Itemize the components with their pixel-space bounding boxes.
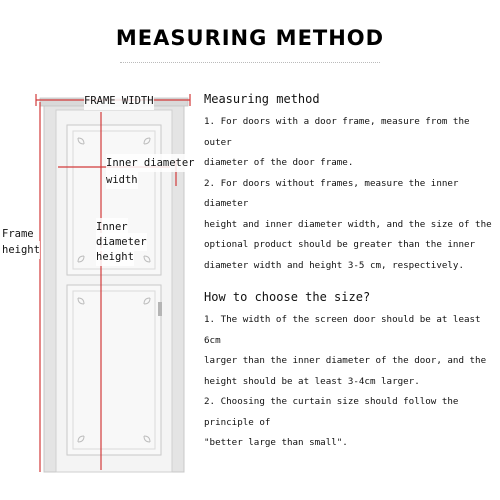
inner-height-label-line1: Inner [96, 218, 128, 236]
choose-step-1-line2: larger than the inner diameter of the door, and the [204, 355, 487, 366]
choose-step-1-line3: height should be at least 3-4cm larger. [204, 375, 420, 387]
door-drawing [0, 80, 200, 480]
measuring-step-2-line3: optional product should be greater than the inner [204, 239, 476, 250]
choose-step-2-line1: 2. Choosing the curtain size should follow the principle of [204, 396, 459, 428]
inner-height-label-line2: diameter [96, 233, 147, 251]
frame-height-label-line2: height [2, 241, 40, 259]
title-divider [120, 62, 380, 64]
inner-width-label-line1: Inner diameter [106, 154, 195, 172]
choose-step-2-line2: "better large than small". [204, 437, 348, 448]
inner-width-label-line2: width [106, 171, 138, 189]
instructions [204, 90, 494, 454]
measuring-step-1-line1: 1. For doors with a door frame, measure from the outer [204, 116, 470, 148]
frame-width-label: FRAME WIDTH [84, 92, 154, 110]
measuring-step-2-line4: diameter width and height 3-5 cm, respectively. [204, 259, 464, 271]
frame-height-label-line1: Frame [2, 225, 34, 243]
lower-panel [67, 285, 161, 455]
measuring-step-2-line1: 2. For doors without frames, measure the inner diameter [204, 177, 459, 209]
door-illustration [0, 80, 200, 480]
measuring-step-1-line2: diameter of the door frame. [204, 157, 354, 168]
measuring-method-heading: Measuring method [204, 92, 320, 106]
page-title: MEASURING METHOD [115, 26, 385, 50]
inner-height-label-line3: height [96, 248, 134, 266]
choose-step-1-line1: 1. The width of the screen door should be at least 6cm [204, 314, 481, 346]
door-handle [158, 302, 162, 316]
choose-size-heading: How to choose the size? [204, 290, 371, 304]
measuring-step-2-line2: height and inner diameter width, and the size of the [204, 218, 492, 230]
